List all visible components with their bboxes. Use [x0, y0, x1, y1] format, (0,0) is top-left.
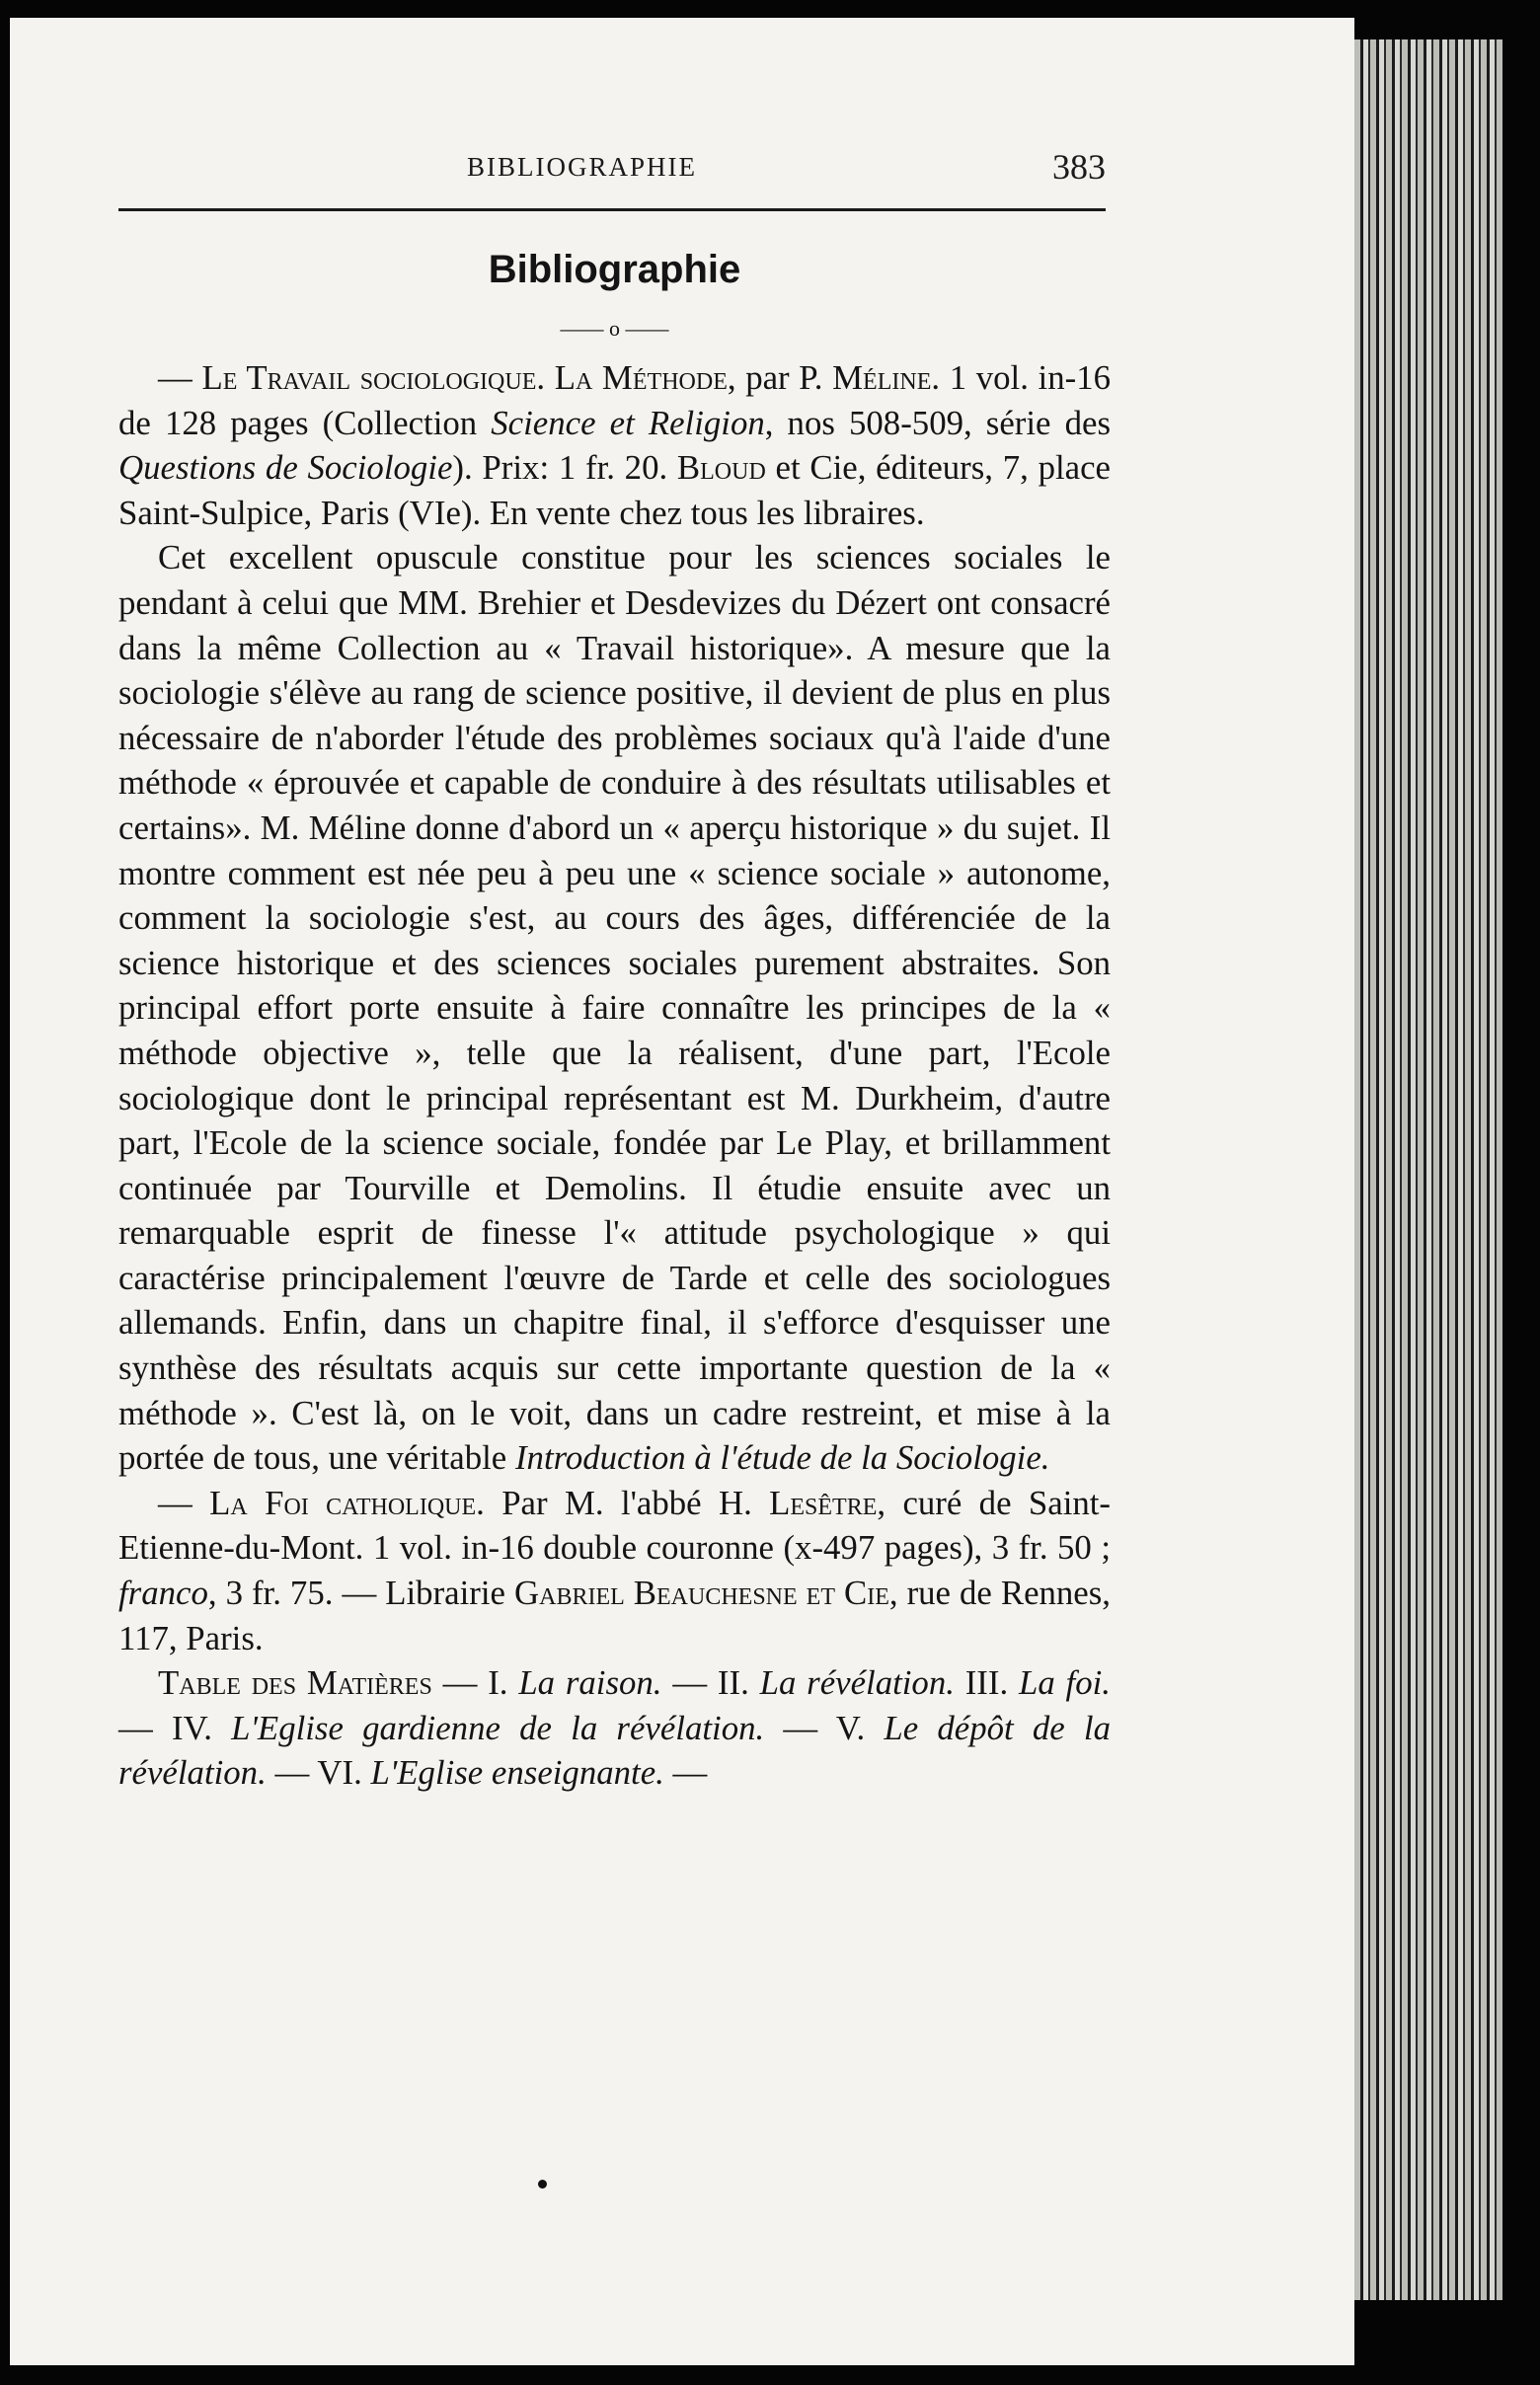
page-number: 383	[1052, 147, 1106, 187]
toc-5: Le dépôt de la révélation.	[118, 1708, 1111, 1793]
section-separator: —— o ——	[560, 316, 669, 341]
entry-1-publisher: Bloud	[676, 448, 766, 488]
entry-2-dash: —	[158, 1483, 210, 1522]
toc-6: L'Eglise enseignante.	[370, 1753, 664, 1793]
entry-1-details-d: et Cie, éditeurs, 7, place Saint-Sulpice, Paris (VIe). En vente chez tous les libraires.	[118, 448, 1111, 532]
toc-6-num: — VI.	[266, 1753, 371, 1793]
entry-1-review	[118, 535, 1111, 1480]
running-title: BIBLIOGRAPHIE	[467, 152, 697, 182]
entry-1-citation	[118, 355, 1111, 535]
entry-1-author: P. Méline.	[799, 358, 941, 397]
entry-1-collection: Science et Religion	[491, 403, 765, 442]
entry-2-citation	[118, 1481, 1111, 1660]
entry-2-table-of-contents	[118, 1660, 1111, 1796]
toc-1: La raison.	[518, 1663, 662, 1703]
toc-4-num: — IV.	[118, 1708, 232, 1747]
entry-2-author: H. Lesêtre	[718, 1483, 878, 1522]
entry-2-franco: franco	[118, 1574, 208, 1613]
entry-1-details-b: , nos 508-509, série des	[764, 403, 1111, 442]
toc-4: L'Eglise gardienne de la révélation.	[231, 1708, 765, 1747]
running-header	[118, 146, 1106, 195]
toc-label: Table des Matières	[158, 1663, 432, 1703]
section-title: Bibliographie	[488, 248, 741, 291]
page-body	[118, 235, 1111, 1796]
toc-3-num: III.	[954, 1663, 1019, 1703]
entry-1-review-italic: Introduction à l'étude de la Sociologie.	[514, 1438, 1050, 1478]
entry-2-details-c: , rue de Rennes, 117, Paris.	[118, 1574, 1111, 1657]
toc-5-num: — V.	[764, 1708, 885, 1747]
entry-1-title: Le Travail sociologique. La Méthode,	[201, 358, 736, 397]
entry-1-review-text: Cet excellent opuscule constitue pour les sciences sociales le pendant à celui que MM. Brehier et Desdevizes du Dézert ont consacré dans la même Collection au « Travail historique». A mesure que la sociologie s'élève au rang de science positive, il devient de plus en plus nécessaire de n'aborder l'étude des problèmes sociaux qu'à l'aide d'une méthode « éprouvée et capable de conduire à des résultats utilisables et certains». M. Méline donne d'abord un « aperçu historique » du sujet. Il montre comment est née peu à peu une « science sociale » autonome, comment la sociologie s'est, au cours des âges, différenciée de la science historique et des sciences sociales purement abstraites. Son principal effort porte ensuite à faire connaître les principes de la « méthode objective », telle que la réalisent, d'une part, l'Ecole sociologique dont le principal représentant est M. Durkheim, d'autre part, l'Ecole de la science sociale, fondée par Le Play, et brillamment continuée par Tourville et Demolins. Il étudie ensuite avec un remarquable esprit de finesse l'« attitude psychologique » qui caractérise principalement l'œuvre de Tarde et celle des sociologues allemands. Enfin, dans un chapitre final, il s'efforce d'esquisser une synthèse des résultats acquis sur cette importante question de la « méthode ». C'est là, on le voit, dans un cadre restreint, et mise à la portée de tous, une véritable	[118, 538, 1111, 1478]
entry-2-details-b: , 3 fr. 75. — Librairie	[207, 1574, 514, 1613]
toc-1-num: — I.	[431, 1663, 519, 1703]
book-page-edges	[1354, 39, 1502, 2300]
entry-2-title: La Foi catholique.	[209, 1483, 485, 1522]
header-rule	[118, 208, 1106, 211]
entry-1-dash: —	[158, 358, 202, 397]
entry-1-by: par	[735, 358, 800, 397]
entry-1-details-c: ). Prix: 1 fr. 20.	[452, 448, 677, 488]
entry-1-details-a: 1 vol. in-16 de 128 pages (Collection	[118, 358, 1111, 442]
toc-end: —	[663, 1753, 708, 1793]
toc-3: La foi.	[1019, 1663, 1111, 1703]
page-mark	[538, 2180, 547, 2189]
toc-2: La révélation.	[759, 1663, 955, 1703]
book-page	[10, 18, 1354, 2365]
entry-2-publisher: Gabriel Beauchesne et Cie	[513, 1574, 889, 1613]
entry-2-by: Par M. l'abbé	[484, 1483, 719, 1522]
entry-1-series: Questions de Sociologie	[118, 448, 453, 488]
entry-2-details-a: , curé de Saint-Etienne-du-Mont. 1 vol. in-16 double couronne (x-497 pages), 3 fr. 50 ;	[118, 1483, 1112, 1568]
toc-2-num: — II.	[661, 1663, 760, 1703]
